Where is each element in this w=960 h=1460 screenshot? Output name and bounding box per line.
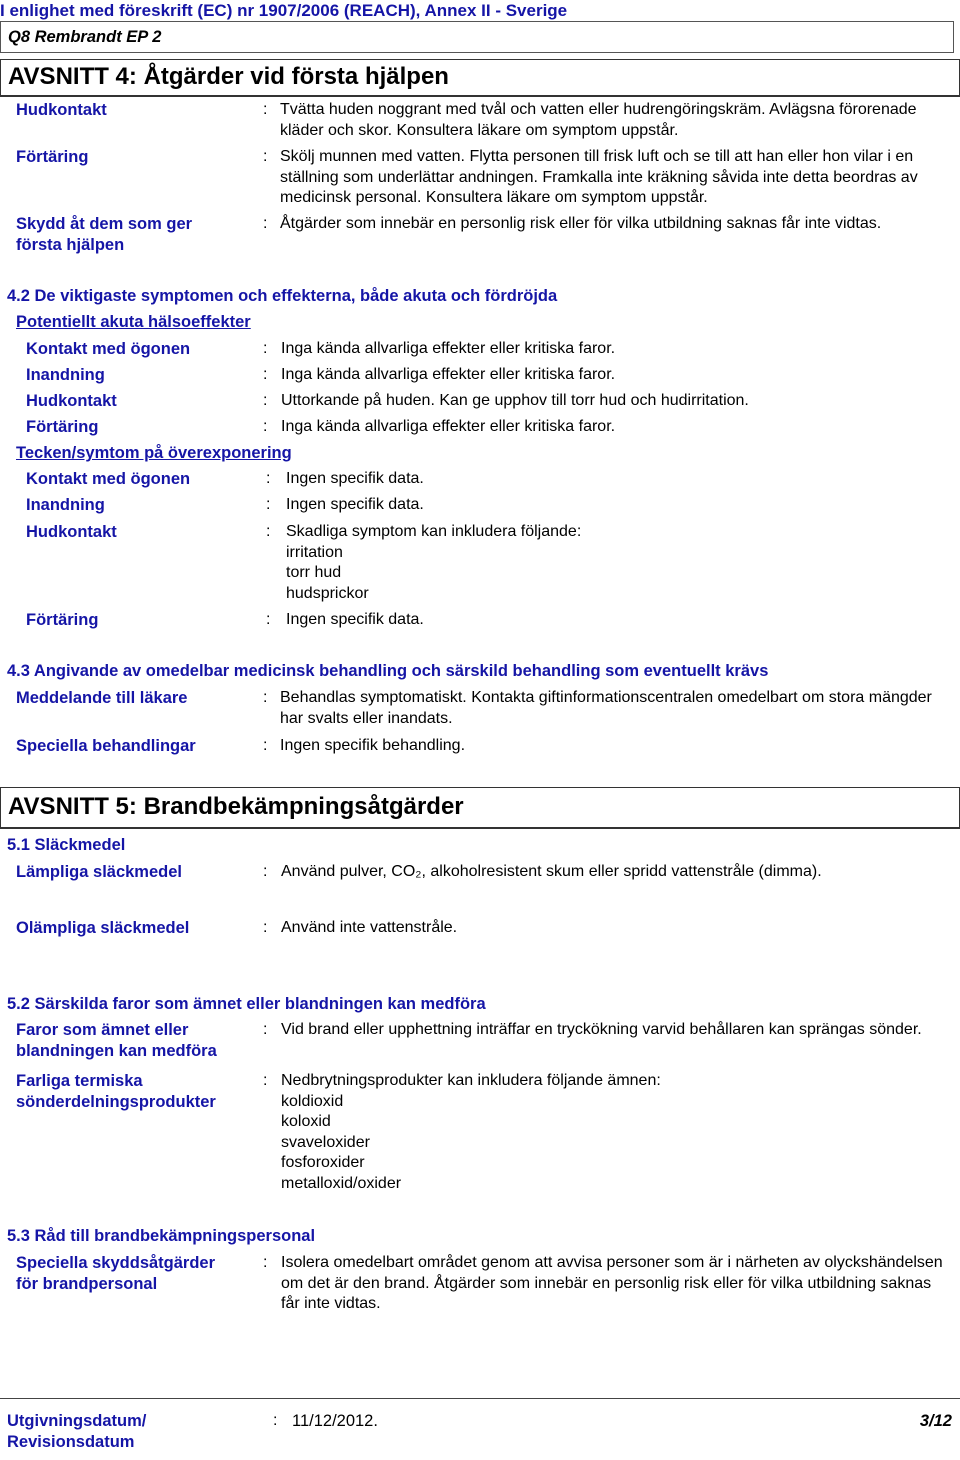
- overexp-ingestion-text: Ingen specifik data.: [286, 611, 424, 628]
- subsection-5-1-title: 5.1 Släckmedel: [7, 836, 126, 854]
- acute-skin-label: Hudkontakt: [26, 392, 117, 410]
- physician-note-text: Behandlas symptomatiskt. Kontakta giftinformationscentralen omedelbart om stora mängder har svalts eller inandats.: [280, 689, 932, 727]
- unsuitable-media-text: Använd inte vattenstråle.: [281, 919, 458, 936]
- footer-page-number: 3/12: [919, 1412, 952, 1430]
- specific-treatment-text: Ingen specifik behandling.: [280, 737, 466, 754]
- first-aid-ingestion-label: Förtäring: [16, 148, 89, 166]
- overexp-inhalation-label: Inandning: [26, 496, 105, 514]
- physician-note-label: Meddelande till läkare: [16, 689, 188, 707]
- decomposition-products-label: Farliga termiska sönderdelningsprodukter: [16, 1072, 216, 1111]
- section-5-title: AVSNITT 5: Brandbekämpningsåtgärder: [8, 793, 464, 820]
- overexp-ingestion-label: Förtäring: [26, 611, 99, 629]
- colon: :: [273, 1412, 278, 1429]
- acute-eye-text: Inga kända allvarliga effekter eller kritiska faror.: [281, 340, 616, 357]
- subsection-4-3-title: 4.3 Angivande av omedelbar medicinsk behandling och särskild behandling som eventuellt krävs: [7, 662, 769, 680]
- specific-hazards-label: Faror som ämnet eller blandningen kan medföra: [16, 1021, 217, 1060]
- firefighter-protection-label: Speciella skyddsåtgärder för brandpersonal: [16, 1254, 216, 1293]
- colon: :: [263, 340, 268, 357]
- suitable-media-text: Använd pulver, CO₂, alkoholresistent skum eller spridd vattenstråle (dimma).: [281, 863, 822, 880]
- first-aid-protection-text: Åtgärder som innebär en personlig risk eller för vilka utbildning saknas får inte vidtas.: [280, 215, 882, 232]
- specific-hazards-text: Vid brand eller upphettning inträffar en tryckökning varvid behållaren kan sprängas sönder.: [281, 1021, 922, 1038]
- colon: :: [263, 1254, 268, 1271]
- acute-skin-text: Uttorkande på huden. Kan ge upphov till torr hud och hudirritation.: [281, 392, 749, 409]
- suitable-media-label: Lämpliga släckmedel: [16, 863, 182, 881]
- colon: :: [263, 863, 268, 880]
- colon: :: [266, 496, 271, 513]
- overexposure-heading: Tecken/symtom på överexponering: [16, 444, 292, 462]
- acute-ingestion-text: Inga kända allvarliga effekter eller kritiska faror.: [281, 418, 616, 435]
- overexp-inhalation-text: Ingen specifik data.: [286, 496, 424, 513]
- colon: :: [266, 523, 271, 540]
- footer-divider: [0, 1398, 960, 1399]
- product-name: Q8 Rembrandt EP 2: [8, 28, 162, 46]
- acute-eye-label: Kontakt med ögonen: [26, 340, 191, 358]
- subsection-4-2-title: 4.2 De viktigaste symptomen och effekterna, både akuta och fördröjda: [7, 287, 558, 305]
- colon: :: [263, 737, 268, 754]
- overexp-skin-label: Hudkontakt: [26, 523, 117, 541]
- first-aid-protection-label: Skydd åt dem som ger första hjälpen: [16, 215, 193, 254]
- footer-issue-date-label: Utgivningsdatum/ Revisionsdatum: [7, 1412, 147, 1451]
- colon: :: [263, 392, 268, 409]
- acute-effects-heading: Potentiellt akuta hälsoeffekter: [16, 313, 251, 331]
- firefighter-protection-text: Isolera omedelbart området genom att avvisa personer som är i närheten av olyckshändelsen om det är den brand. Åtgärder som innebär en personlig risk eller för vilka utbildning saknas får inte vidtas.: [281, 1254, 943, 1312]
- colon: :: [263, 689, 268, 706]
- colon: :: [263, 101, 268, 118]
- decomposition-products-text: Nedbrytningsprodukter kan inkludera följande ämnen: koldioxid koloxid svaveloxider fosforoxider metalloxid/oxider: [281, 1072, 661, 1192]
- specific-treatment-label: Speciella behandlingar: [16, 737, 196, 755]
- first-aid-skin-text: Tvätta huden noggrant med tvål och vatten eller hudrengöringskräm. Avlägsna förorenade kläder och skor. Konsultera läkare om symptom uppstår.: [280, 101, 917, 139]
- document-regulation-title: I enlighet med föreskrift (EC) nr 1907/2006 (REACH), Annex II - Sverige: [0, 1, 568, 20]
- colon: :: [266, 611, 271, 628]
- colon: :: [263, 418, 268, 435]
- colon: :: [263, 919, 268, 936]
- acute-inhalation-label: Inandning: [26, 366, 105, 384]
- first-aid-ingestion-text: Skölj munnen med vatten. Flytta personen till frisk luft och se till att han eller hon vilar i en ställning som underlättar andningen. Framkalla inte kräkning såvida inte detta beordras av medicinsk personal. Konsultera läkare om symptom uppstår.: [280, 148, 918, 206]
- colon: :: [266, 470, 271, 487]
- colon: :: [263, 148, 268, 165]
- subsection-5-3-title: 5.3 Råd till brandbekämpningspersonal: [7, 1227, 316, 1245]
- unsuitable-media-label: Olämpliga släckmedel: [16, 919, 190, 937]
- overexp-eye-label: Kontakt med ögonen: [26, 470, 191, 488]
- colon: :: [263, 1021, 268, 1038]
- footer-issue-date: 11/12/2012.: [292, 1412, 378, 1430]
- subsection-5-2-title: 5.2 Särskilda faror som ämnet eller blandningen kan medföra: [7, 995, 486, 1013]
- colon: :: [263, 366, 268, 383]
- overexp-skin-text: Skadliga symptom kan inkludera följande: irritation torr hud hudsprickor: [286, 523, 582, 602]
- overexp-eye-text: Ingen specifik data.: [286, 470, 424, 487]
- colon: :: [263, 215, 268, 232]
- acute-inhalation-text: Inga kända allvarliga effekter eller kritiska faror.: [281, 366, 616, 383]
- section-4-title: AVSNITT 4: Åtgärder vid första hjälpen: [8, 63, 449, 90]
- first-aid-skin-label: Hudkontakt: [16, 101, 107, 119]
- colon: :: [263, 1072, 268, 1089]
- acute-ingestion-label: Förtäring: [26, 418, 99, 436]
